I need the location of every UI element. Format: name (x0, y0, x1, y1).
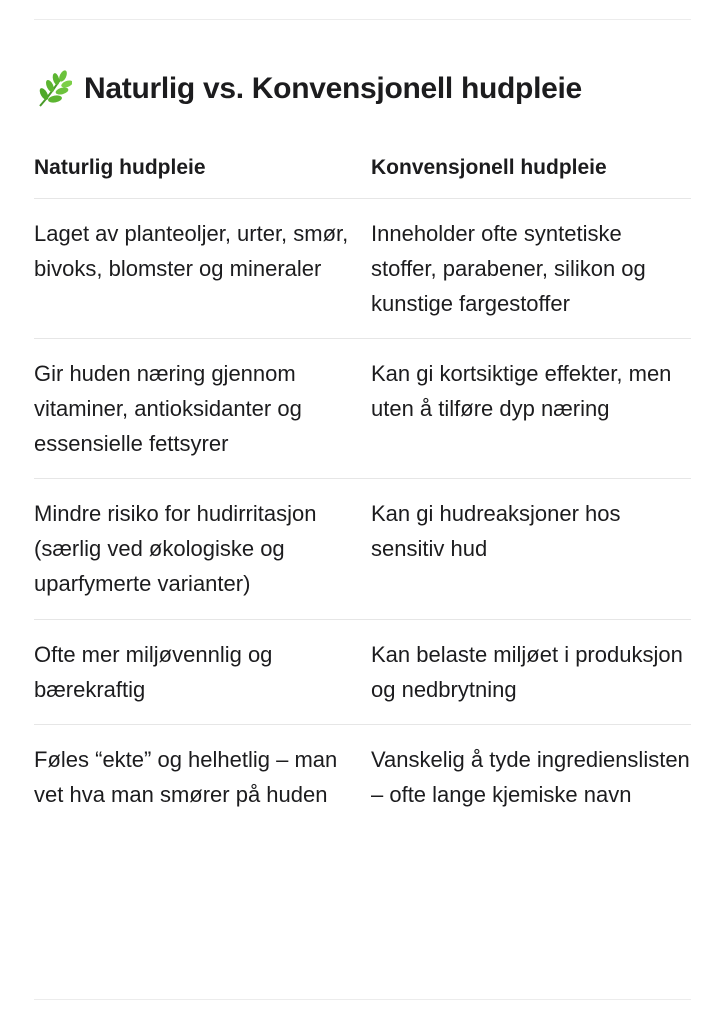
table-cell-conventional: Kan gi kortsiktige effekter, men uten å tilføre dyp næring (371, 361, 672, 421)
table-cell-conventional: Kan belaste miljøet i produksjon og nedbrytning (371, 642, 683, 702)
table-cell-natural: Mindre risiko for hudirritasjon (særlig ved økologiske og uparfymerte varianter) (34, 501, 317, 596)
table-row (34, 199, 691, 339)
bottom-divider (34, 999, 691, 1000)
section-title (34, 66, 582, 112)
section-title-text: Naturlig vs. Konvensjonell hudpleie (84, 72, 582, 105)
table-row (34, 479, 691, 620)
table-cell-conventional: Kan gi hudreaksjoner hos sensitiv hud (371, 501, 621, 561)
table-cell-natural: Laget av planteoljer, urter, smør, bivoks, blomster og mineraler (34, 221, 349, 281)
table-row (34, 620, 691, 725)
table-row (34, 339, 691, 479)
table-cell-natural: Ofte mer miljøvennlig og bærekraftig (34, 642, 273, 702)
table-header-row (34, 148, 691, 199)
herb-leaf-icon (34, 69, 72, 109)
table-cell-natural: Gir huden næring gjennom vitaminer, antioksidanter og essensielle fettsyrer (34, 361, 302, 456)
top-divider (34, 19, 691, 20)
table-cell-conventional: Vanskelig å tyde ingredienslisten – ofte lange kjemiske navn (371, 747, 690, 807)
table-row (34, 725, 691, 829)
table-cell-natural: Føles “ekte” og helhetlig – man vet hva man smører på huden (34, 747, 338, 807)
comparison-table (34, 148, 691, 829)
column-header-natural: Naturlig hudpleie (34, 156, 206, 179)
column-header-conventional: Konvensjonell hudpleie (371, 156, 607, 179)
table-cell-conventional: Inneholder ofte syntetiske stoffer, parabener, silikon og kunstige fargestoffer (371, 221, 646, 316)
